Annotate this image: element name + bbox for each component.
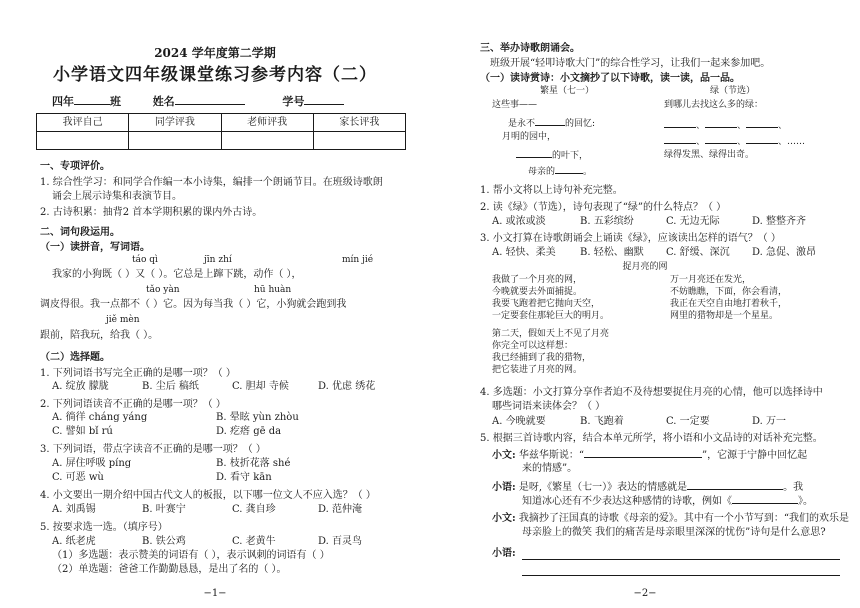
dialogue-2-speaker: 小语: — [492, 482, 516, 493]
pinyin-jiemen: jiě mèn — [106, 315, 140, 325]
poem-fanxing-blank2[interactable] — [516, 148, 552, 158]
class-label: 班 — [110, 95, 121, 108]
poem-moon-net-bottom: 第二天，假如天上不见了月亮 你完全可以这样想： 我已经捕到了我的猎物， 把它装进了月亮的网。 — [492, 329, 610, 376]
s3-q3: 3. 小文打算在诗歌朗诵会上诵读《绿》，应该读出怎样的语气？（ ） — [480, 233, 781, 244]
dialogue-3-cont: 母亲脸上的微笑 我们的痛苦是母亲眼里深深的忧伤”诗句是什么意思? — [522, 527, 826, 538]
dialogue-2-blank2[interactable] — [732, 494, 798, 504]
s3-q4-option-a: A. 今晚就要 — [492, 416, 546, 427]
s3-sub1: （一）读诗赏诗：小文摘抄了以下诗歌，读一读，品一品。 — [480, 73, 740, 84]
student-id-label: 学号 — [282, 95, 305, 108]
answer-line-2[interactable] — [522, 575, 840, 576]
answer-line-1[interactable] — [522, 559, 840, 560]
dialogue-1: 小文: 华兹华斯说：“ ”，它源于宁静中回忆起 — [492, 450, 808, 461]
poem-fanxing-blank1[interactable] — [535, 116, 565, 126]
s2-paragraph-1: 我家的小狗既（ ）又（ ）。它总是上蹿下跳，动作（ ）， — [52, 269, 302, 280]
page-title: 小学语文四年级课堂练习参考内容（二） — [53, 65, 377, 85]
mc4-question: 4. 小文要出一期介绍中国古代文人的板报，以下哪一位文人不应入选？（ ） — [40, 490, 376, 501]
dialogue-1-blank[interactable] — [584, 448, 702, 458]
poem-lu-blank1[interactable] — [664, 118, 696, 128]
s2-paragraph-2: 调皮得很。我一点都不（ ）它。因为每当我（ ）它，小狗就会跑到我 — [40, 299, 347, 310]
pinyin-taoyan: tǎo yàn — [146, 285, 180, 295]
mc3-option-d: D. 看守 kān — [216, 472, 272, 483]
evaluation-input-row — [37, 132, 406, 150]
mc4-option-b: B. 叶赛宁 — [142, 504, 186, 515]
mc5-part-2: （2）单选题：爸爸工作勤勤恳恳，是出了名的（ ）。 — [52, 564, 287, 575]
mc3-option-c: C. 可恶 wù — [52, 472, 104, 483]
mc1-option-a: A. 绽放 朦胧 — [52, 381, 109, 392]
poem-fanxing-title: 繁星（七一） — [540, 86, 595, 96]
mc4-option-d: D. 范仲淹 — [318, 504, 363, 515]
dialogue-1-speaker: 小文: — [492, 450, 516, 461]
dialogue-2-cont: 知道冰心还有不少表达这种感情的诗歌，例如《 》。 — [522, 496, 813, 507]
eval-cell-self[interactable] — [37, 132, 129, 150]
evaluation-table — [36, 113, 406, 150]
mc5-option-b: B. 铁公鸡 — [142, 536, 186, 547]
s3-q3-option-b: B. 轻松、幽默 — [580, 247, 644, 258]
s3-q2-option-c: C. 无边无际 — [666, 216, 720, 227]
mc1-option-d: D. 优虑 绣花 — [318, 381, 376, 392]
poem-lu-blank5[interactable] — [705, 134, 737, 144]
poem-moon-net-right: 万一月亮还在发光， 不妨瞧瞧，下面，你会看清， 我正在天空自由地打着秋千， 网里的猎物却是一个星星。 — [670, 275, 788, 322]
mc4-option-a: A. 刘禹锡 — [52, 504, 96, 515]
student-id-blank[interactable] — [304, 95, 344, 105]
eval-header-self: 我评自己 — [37, 114, 129, 132]
section-3-intro: 班级开展“轻叩诗歌大门”的综合性学习，让我们一起来参加吧。 — [490, 58, 771, 69]
s3-q2-option-d: D. 整整齐齐 — [752, 216, 807, 227]
section-3-heading: 三、举办诗歌朗诵会。 — [480, 43, 580, 54]
s3-q4-line1: 4. 多选题：小文打算分享作者迫不及待想要捉住月亮的心情，他可以选择诗中 — [480, 387, 823, 398]
poem-moon-net-title: 捉月亮的网 — [622, 262, 668, 272]
poem-fanxing-line4: 的叶下， — [516, 148, 588, 163]
mc1-option-c: C. 胆却 寺候 — [232, 381, 289, 392]
dialogue-4-speaker: 小语: — [492, 548, 516, 559]
dialogue-2-blank1[interactable] — [687, 480, 783, 490]
name-label: 姓名 — [152, 95, 175, 108]
mc2-option-c: C. 譬如 bǐ rú — [52, 426, 113, 437]
pinyin-jinzhi: jīn zhí — [204, 255, 232, 265]
poem-lu-blank2[interactable] — [705, 118, 737, 128]
mc3-option-a: A. 屏住呼吸 píng — [52, 458, 132, 469]
section-2-heading: 二、词句段运用。 — [40, 227, 120, 238]
mc5-option-a: A. 纸老虎 — [52, 536, 96, 547]
eval-cell-teacher[interactable] — [221, 132, 313, 150]
s3-q2: 2. 读《绿》（节选），诗句表现了“绿”的什么特点？（ ） — [480, 202, 727, 213]
eval-header-peer: 同学评我 — [129, 114, 221, 132]
s3-q4-option-b: B. 飞跑着 — [580, 416, 624, 427]
s3-q2-option-b: B. 五彩缤纷 — [580, 216, 634, 227]
s3-q4-line2: 哪些词语来读体会？（ ） — [492, 401, 606, 412]
eval-header-parent: 家长评我 — [313, 114, 405, 132]
s3-q2-option-a: A. 或浓或淡 — [492, 216, 546, 227]
eval-cell-peer[interactable] — [129, 132, 221, 150]
mc2-option-a: A. 徜徉 cháng yáng — [52, 412, 148, 423]
dialogue-3-speaker: 小文: — [492, 513, 516, 524]
poem-lu-line1: 到哪儿去找这么多的绿： — [664, 100, 764, 110]
mc1-option-b: B. 尘后 稿纸 — [142, 381, 199, 392]
evaluation-header-row — [37, 114, 406, 132]
s2-sub1: （一）读拼音，写词语。 — [40, 242, 150, 253]
eval-header-teacher: 老师评我 — [221, 114, 313, 132]
poem-lu-blank3[interactable] — [746, 118, 778, 128]
s3-q5: 5. 根据三首诗歌内容，结合本单元所学，将小语和小文品诗的对话补充完整。 — [480, 433, 823, 444]
poem-fanxing-line2: 是永不 的回忆: — [508, 116, 595, 131]
pinyin-huhuan: hū huàn — [254, 285, 292, 295]
poem-fanxing-line1: 这些事—— — [492, 100, 538, 110]
poem-fanxing-line3: 月明的园中， — [502, 132, 557, 142]
s1-q2: 2. 古诗积累：抽背2 首本学期积累的课内外古诗。 — [40, 207, 263, 218]
s1-q1-line1: 1. 综合性学习：和同学合作编一本小诗集，编排一个朗诵节目。在班级诗歌朗 — [40, 177, 383, 188]
poem-moon-net-left: 我做了一个月亮的网， 今晚就要去外面捕捉。 我要飞跑着把它抛向天空， 一定要套住那轮巨大的明月。 — [492, 275, 610, 322]
poem-lu-title: 绿（节选） — [710, 86, 756, 96]
section-1-heading: 一、专项评价。 — [40, 161, 110, 172]
mc3-option-b: B. 枝折花落 shé — [216, 458, 291, 469]
poem-lu-blank6[interactable] — [746, 134, 778, 144]
student-info-row — [52, 95, 344, 109]
s2-sub2: （二）选择题。 — [40, 352, 110, 363]
dialogue-3: 小文: 我摘抄了汪国真的诗歌《母亲的爱》。其中有一个小节写到：“我们的欢乐是 — [492, 513, 850, 524]
s3-q3-option-c: C. 舒缓、深沉 — [666, 247, 730, 258]
eval-cell-parent[interactable] — [313, 132, 405, 150]
mc5-question: 5. 按要求选一选。（填序号） — [40, 522, 168, 533]
poem-lu-line4: 绿得发黑、绿得出奇。 — [664, 150, 755, 160]
grade-blank[interactable] — [74, 95, 110, 105]
mc3-question: 3. 下列词语，带点字读音不正确的是哪一项？（ ） — [40, 444, 266, 455]
page-number-2: −2− — [633, 588, 657, 599]
mc2-option-b: B. 晕眩 yùn zhòu — [216, 412, 299, 423]
pinyin-minjie: mín jié — [342, 255, 374, 265]
poem-lu-line3: 、 、 、…… — [664, 134, 805, 149]
s2-paragraph-3: 跟前，陪我玩，给我（ ）。 — [40, 330, 159, 341]
s3-q3-option-a: A. 轻快、柔美 — [492, 247, 556, 258]
grade-label: 四年 — [52, 95, 74, 108]
mc5-option-c: C. 老黄牛 — [232, 536, 276, 547]
poem-fanxing-blank3[interactable] — [555, 164, 583, 174]
s1-q1-line2: 诵会上展示诗集和表演节目。 — [52, 191, 182, 202]
mc5-option-d: D. 百灵鸟 — [318, 536, 363, 547]
s3-q1: 1. 帮小文将以上诗句补充完整。 — [480, 185, 623, 196]
page-2 — [430, 0, 860, 608]
s3-q4-option-d: D. 万一 — [752, 416, 787, 427]
mc1-question: 1. 下列词语书写完全正确的是哪一项？（ ） — [40, 368, 236, 379]
dialogue-2: 小语: 是呀,《繁星（七一）》表达的情感就是 。我 — [492, 482, 804, 493]
mc2-question: 2. 下列词语读音不正确的是哪一项？（ ） — [40, 399, 226, 410]
name-blank[interactable] — [175, 95, 245, 105]
mc2-option-d: D. 疙瘩 gē da — [216, 426, 282, 437]
page-number-1: −1− — [203, 588, 227, 599]
mc4-option-c: C. 龚自珍 — [232, 504, 276, 515]
poem-lu-blank4[interactable] — [664, 134, 696, 144]
dialogue-1-cont: 来的情感”。 — [522, 463, 578, 474]
s3-q3-option-d: D. 急促、激昂 — [752, 247, 817, 258]
pinyin-taoqi: táo qì — [132, 255, 158, 265]
mc5-part-1: （1）多选题：表示赞美的词语有（ ），表示讽刺的词语有（ ） — [52, 550, 330, 561]
poem-fanxing-line5: 母亲的 。 — [528, 164, 592, 179]
poem-lu-line2: 、 、 、 — [664, 118, 787, 133]
year-term: 2024 学年度第二学期 — [154, 46, 276, 60]
s3-q4-option-c: C. 一定要 — [666, 416, 710, 427]
